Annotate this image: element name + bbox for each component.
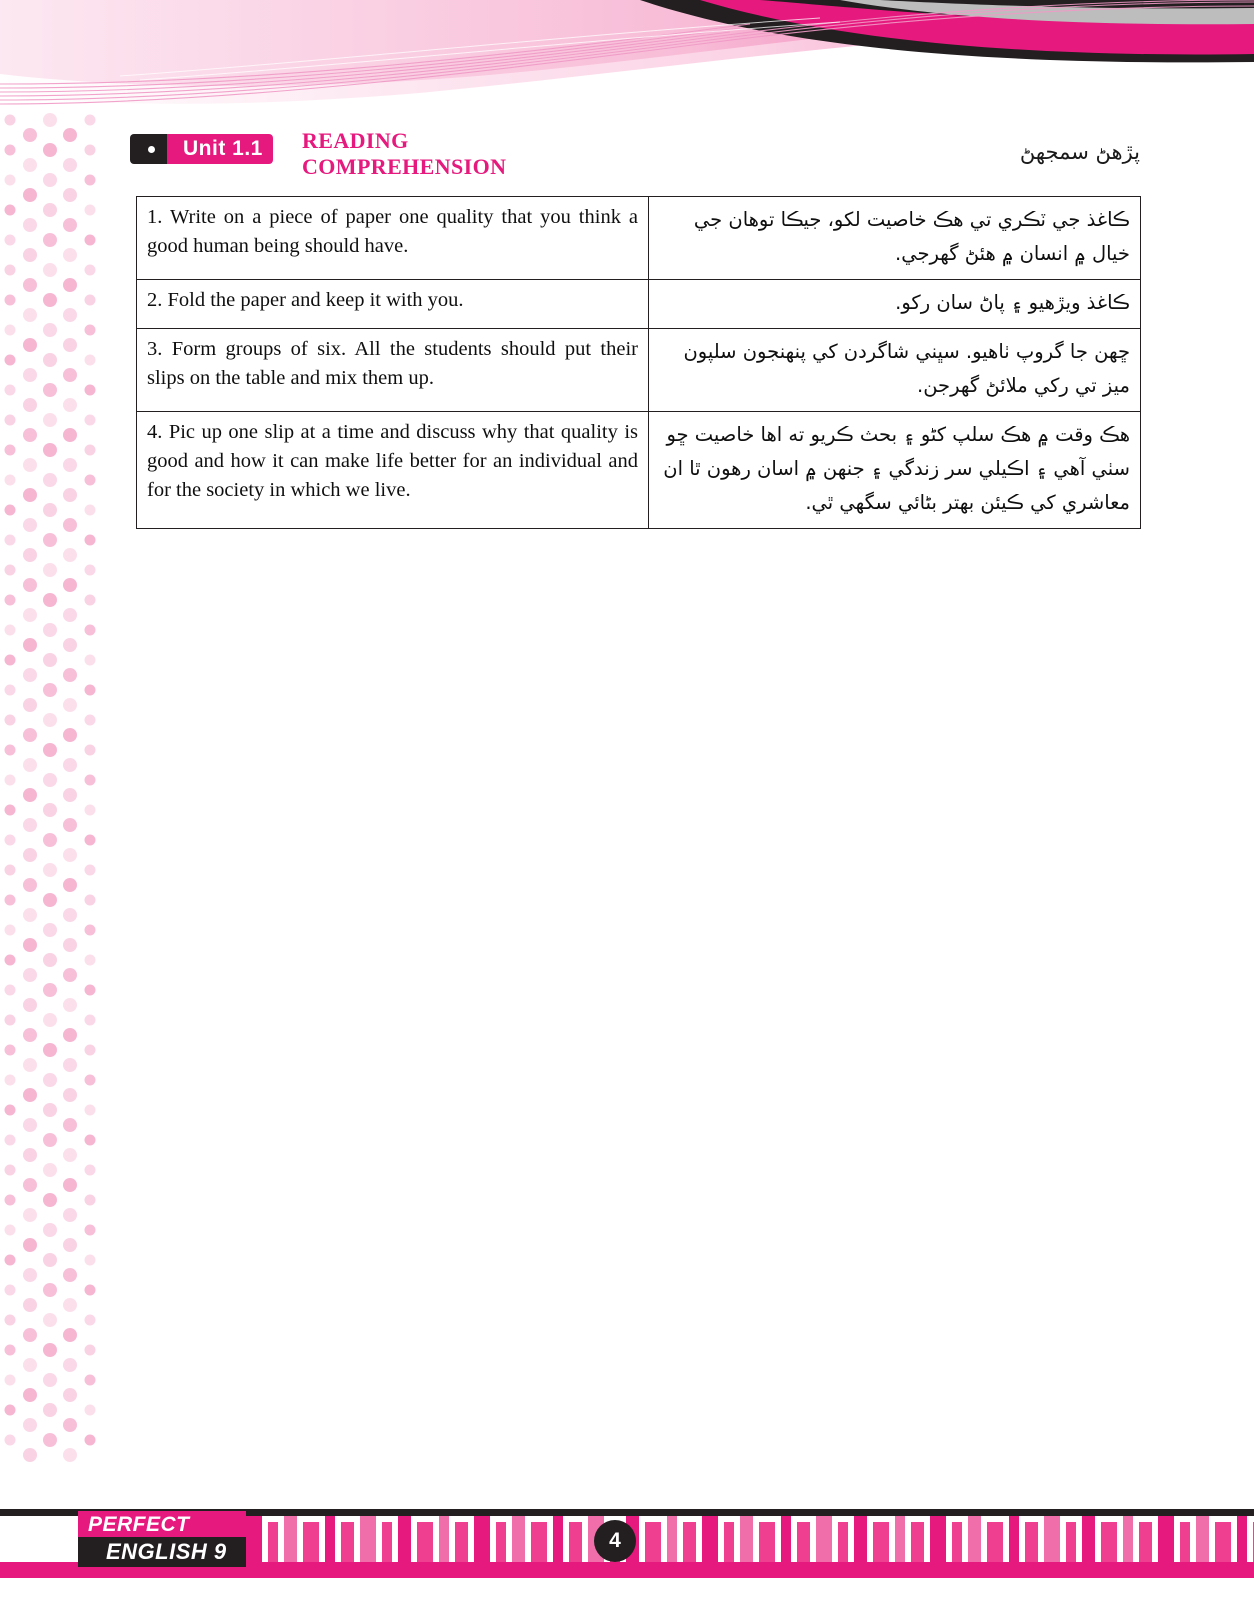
page-number-badge: 4 (594, 1520, 636, 1562)
section-title-line-1: READING (302, 128, 409, 153)
table-row (137, 197, 1141, 280)
brand-name-top: PERFECT (78, 1511, 246, 1538)
instruction-sindhi: هڪ وقت ۾ هڪ سلپ کڻو ۽ بحث ڪريو ته اها خاصيت ڇو سٺي آهي ۽ اڪيلي سر زندگي ۽ جنهن ۾ اسان رهون ٿا ان معاشري کي ڪيئن بهتر بڻائي سگهي ٿي. (649, 412, 1141, 529)
unit-header-row (130, 128, 1140, 184)
unit-badge-bullet-icon (130, 134, 168, 164)
instruction-english: 1. Write on a piece of paper one quality that you think a good human being should have. (137, 197, 649, 280)
table-row (137, 329, 1141, 412)
instruction-english: 4. Pic up one slip at a time and discuss why that quality is good and how it can make life better for an individual and for the society in which we live. (137, 412, 649, 529)
section-title-line-2: COMPREHENSION (302, 154, 507, 179)
unit-badge-label: Unit 1.1 (167, 134, 273, 164)
section-title (302, 128, 506, 180)
decorative-top-banner (0, 0, 1254, 112)
brand-name-bottom: ENGLISH 9 (78, 1537, 246, 1567)
decorative-dot-column (0, 112, 105, 1462)
instruction-english: 2. Fold the paper and keep it with you. (137, 280, 649, 329)
sindhi-heading: پڙهڻ سمجهڻ (1019, 140, 1140, 164)
table-row (137, 280, 1141, 329)
instruction-sindhi: ڪاغذ جي ٽڪري تي هڪ خاصيت لکو، جيڪا توهان جي خيال ۾ انسان ۾ هئڻ گهرجي. (649, 197, 1141, 280)
instruction-english: 3. Form groups of six. All the students should put their slips on the table and mix them up. (137, 329, 649, 412)
unit-badge (130, 134, 273, 164)
instruction-sindhi: ڪاغذ ويڙهيو ۽ پاڻ سان رکو. (649, 280, 1141, 329)
instructions-table (136, 196, 1141, 529)
page-footer (0, 1482, 1254, 1600)
instruction-sindhi: ڇهن جا گروپ ٺاهيو. سڀني شاگردن کي پنهنجون سلپون ميز تي رکي ملائڻ گهرجن. (649, 329, 1141, 412)
table-row (137, 412, 1141, 529)
